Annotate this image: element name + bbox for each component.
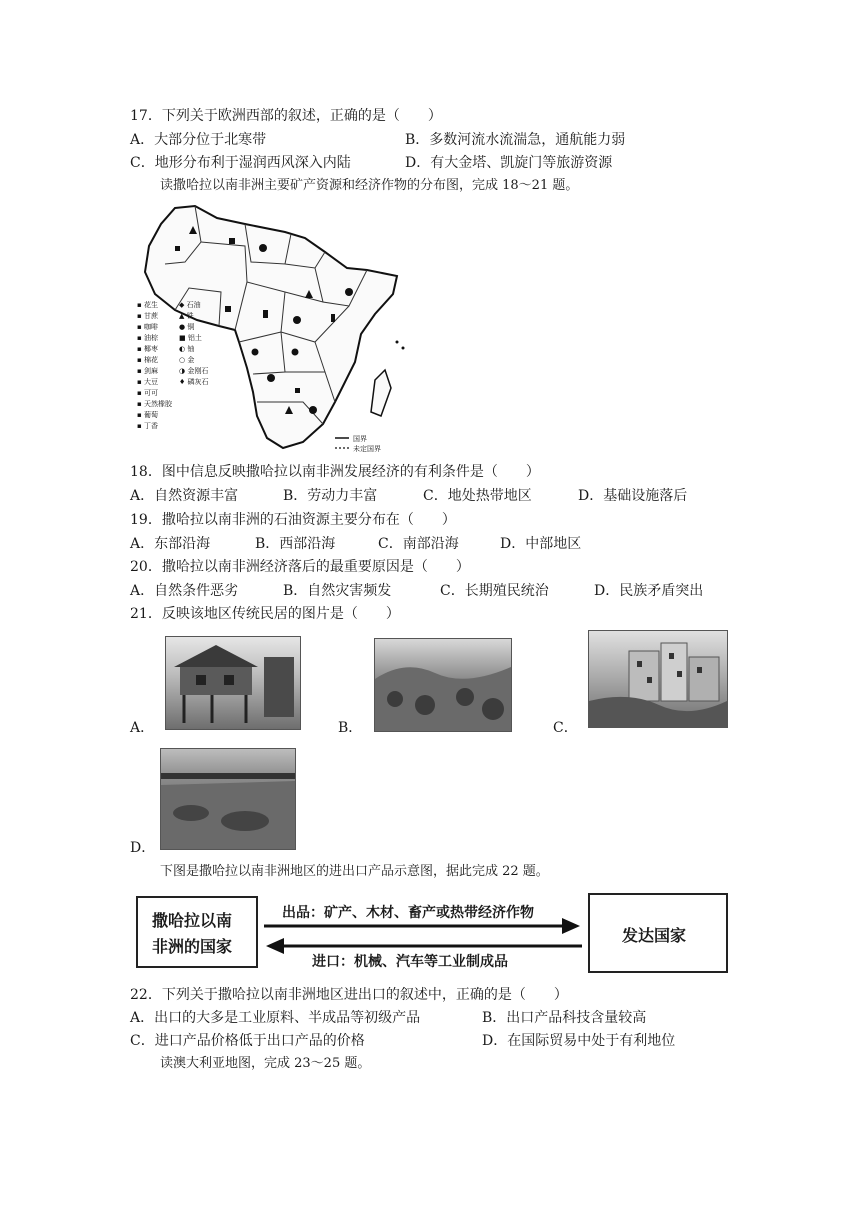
svg-text:国界: 国界 (353, 435, 367, 443)
q17-option-c[interactable]: C．地形分布利于湿润西风深入内陆 (130, 155, 351, 171)
madagascar-outline (371, 370, 391, 416)
svg-text:未定国界: 未定国界 (353, 445, 381, 452)
intro-22: 下图是撒哈拉以南非洲地区的进出口产品示意图，据此完成 22 题。 (160, 864, 549, 879)
svg-text:▪ 咖啡: ▪ 咖啡 (137, 323, 158, 331)
intro-23-25: 读澳大利亚地图，完成 23～25 题。 (160, 1056, 371, 1071)
q17-option-d[interactable]: D．有大金塔、凯旋门等旅游资源 (405, 155, 613, 171)
q19-option-a[interactable]: A．东部沿海 (130, 536, 211, 552)
q20-option-a[interactable]: A．自然条件恶劣 (130, 583, 239, 599)
svg-text:▪ 大豆: ▪ 大豆 (137, 378, 158, 386)
q18-option-b[interactable]: B．劳动力丰富 (283, 488, 378, 504)
svg-text:▪ 油棕: ▪ 油棕 (137, 334, 158, 342)
q20-option-c[interactable]: C．长期殖民统治 (440, 583, 549, 599)
svg-text:● 铜: ● 铜 (179, 323, 195, 331)
q22-option-b[interactable]: B．出口产品科技含量较高 (482, 1010, 647, 1026)
q18-option-c[interactable]: C．地处热带地区 (423, 488, 532, 504)
svg-text:◑ 金刚石: ◑ 金刚石 (179, 367, 209, 375)
svg-text:♦ 磷灰石: ♦ 磷灰石 (179, 378, 209, 386)
svg-text:■ 铝土: ■ 铝土 (179, 334, 202, 342)
q19-option-d[interactable]: D．中部地区 (500, 536, 582, 552)
svg-text:▪ 葡萄: ▪ 葡萄 (137, 411, 158, 419)
photo-earth-dwelling[interactable] (160, 748, 296, 850)
svg-text:▪ 甘蔗: ▪ 甘蔗 (137, 312, 158, 320)
svg-text:◆ 石油: ◆ 石油 (179, 301, 201, 309)
q20-stem: 20．撒哈拉以南非洲经济落后的最重要原因是（ ） (130, 559, 470, 575)
legend-lines (335, 434, 381, 452)
svg-text:▪ 丁香: ▪ 丁香 (137, 422, 158, 430)
africa-map-svg (135, 202, 415, 452)
import-label: 进口：机械、汽车等工业制成品 (312, 954, 508, 970)
svg-text:○ 金: ○ 金 (179, 356, 195, 364)
africa-resource-map (135, 202, 415, 452)
sub-saharan-africa-box (136, 896, 258, 968)
legend-crops (137, 300, 173, 430)
svg-text:▪ 棉花: ▪ 棉花 (137, 356, 158, 364)
q21-option-a[interactable]: A． (130, 720, 155, 736)
right-box-label: 发达国家 (622, 926, 687, 945)
intro-18-21: 读撒哈拉以南非洲主要矿产资源和经济作物的分布图，完成 18～21 题。 (160, 178, 579, 193)
q17-option-b[interactable]: B．多数河流水流湍急，通航能力弱 (405, 132, 626, 148)
q19-option-b[interactable]: B．西部沿海 (255, 536, 336, 552)
q21-stem: 21．反映该地区传统民居的图片是（ ） (130, 606, 400, 622)
q22-stem: 22．下列关于撒哈拉以南非洲地区进出口的叙述中，正确的是（ ） (130, 987, 568, 1003)
svg-text:▪ 椰枣: ▪ 椰枣 (137, 345, 158, 353)
developed-countries-box (588, 893, 728, 973)
svg-text:▲ 铁: ▲ 铁 (179, 312, 194, 320)
export-label: 出品：矿产、木材、畜产或热带经济作物 (282, 905, 534, 921)
q18-option-a[interactable]: A．自然资源丰富 (130, 488, 239, 504)
q17-stem: 17．下列关于欧洲西部的叙述，正确的是（ ） (130, 108, 442, 124)
q21-option-c[interactable]: C． (553, 720, 578, 736)
photo-stone-buildings[interactable] (588, 630, 728, 728)
photo-village-landscape[interactable] (374, 638, 512, 732)
q20-option-b[interactable]: B．自然灾害频发 (283, 583, 392, 599)
photo-stilt-house[interactable] (165, 636, 301, 730)
q19-stem: 19．撒哈拉以南非洲的石油资源主要分布在（ ） (130, 512, 456, 528)
q17-option-a[interactable]: A．大部分位于北寒带 (130, 132, 267, 148)
svg-text:▪ 剑麻: ▪ 剑麻 (137, 367, 158, 375)
q20-option-d[interactable]: D．民族矛盾突出 (594, 583, 704, 599)
svg-text:◐ 铀: ◐ 铀 (179, 345, 195, 353)
q18-option-d[interactable]: D．基础设施落后 (578, 488, 688, 504)
q22-option-d[interactable]: D．在国际贸易中处于有利地位 (482, 1033, 676, 1049)
left-box-line2: 非洲的国家 (152, 937, 233, 956)
q19-option-c[interactable]: C．南部沿海 (378, 536, 459, 552)
svg-text:▪ 天然橡胶: ▪ 天然橡胶 (137, 400, 172, 408)
q22-option-c[interactable]: C．进口产品价格低于出口产品的价格 (130, 1033, 365, 1049)
svg-text:▪ 花生: ▪ 花生 (137, 301, 158, 309)
q21-option-b[interactable]: B． (338, 720, 363, 736)
q22-option-a[interactable]: A．出口的大多是工业原料、半成品等初级产品 (130, 1010, 421, 1026)
q18-stem: 18．图中信息反映撒哈拉以南非洲发展经济的有利条件是（ ） (130, 464, 540, 480)
q21-option-d[interactable]: D． (130, 840, 156, 856)
svg-text:▪ 可可: ▪ 可可 (137, 389, 158, 397)
left-box-line1: 撒哈拉以南 (152, 911, 233, 930)
